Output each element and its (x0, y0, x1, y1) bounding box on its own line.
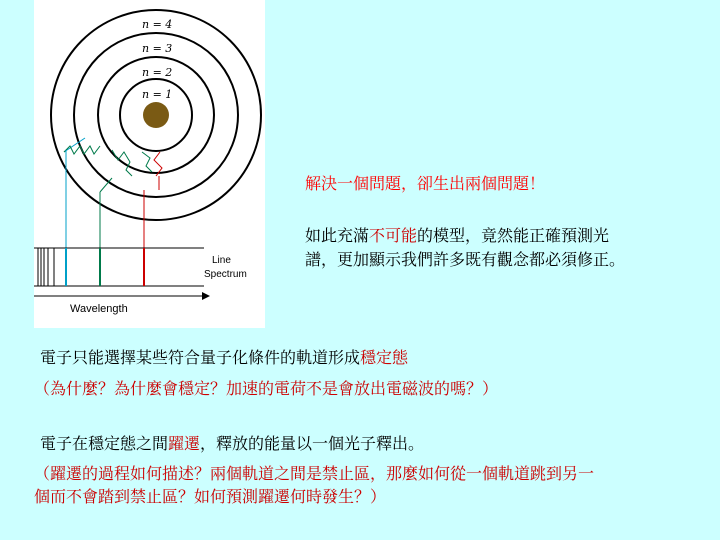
body-line-1: 電子只能選擇某些符合量子化條件的軌道形成穩定態 (40, 348, 409, 367)
highlight-stationary-state: 穩定態 (360, 348, 409, 367)
highlight-impossible: 不可能 (369, 226, 418, 245)
line-spectrum-label-2: Spectrum (204, 269, 247, 280)
body-line-4: （躍遷的過程如何描述？兩個軌道之間是禁止區，那麼如何從一個軌道跳到另一 (34, 464, 595, 483)
line-spectrum (34, 248, 204, 286)
paragraph-line-2: 譜，更加顯示我們許多既有觀念都必須修正。 (305, 250, 626, 269)
highlight-transition: 躍遷 (168, 434, 201, 453)
arrow-head-icon (202, 292, 210, 300)
bohr-model-figure (34, 0, 265, 328)
slide-title: 解決一個問題，卻生出兩個問題！ (305, 174, 546, 193)
body-line-2: （為什麼？為什麼會穩定？加速的電荷不是會放出電磁波的嗎？） (34, 379, 499, 398)
paragraph-line-1: 如此充滿不可能的模型，竟然能正確預測光 (305, 226, 610, 245)
nucleus (143, 102, 169, 128)
level-label-n1: n = 1 (142, 88, 173, 101)
wavelength-label: Wavelength (70, 303, 128, 315)
transition-green (100, 150, 132, 286)
level-label-n2: n = 2 (142, 66, 173, 79)
transition-blue (64, 138, 100, 286)
level-label-n3: n = 3 (142, 42, 173, 55)
bohr-model-diagram (34, 0, 265, 328)
body-line-3: 電子在穩定態之間躍遷，釋放的能量以一個光子釋出。 (40, 434, 425, 453)
explanation-paragraph (305, 224, 625, 272)
body-line-5: 個而不會踏到禁止區？如何預測躍遷何時發生？） (34, 487, 387, 506)
level-label-n4: n = 4 (142, 18, 173, 31)
line-spectrum-label-1: Line (212, 255, 231, 266)
